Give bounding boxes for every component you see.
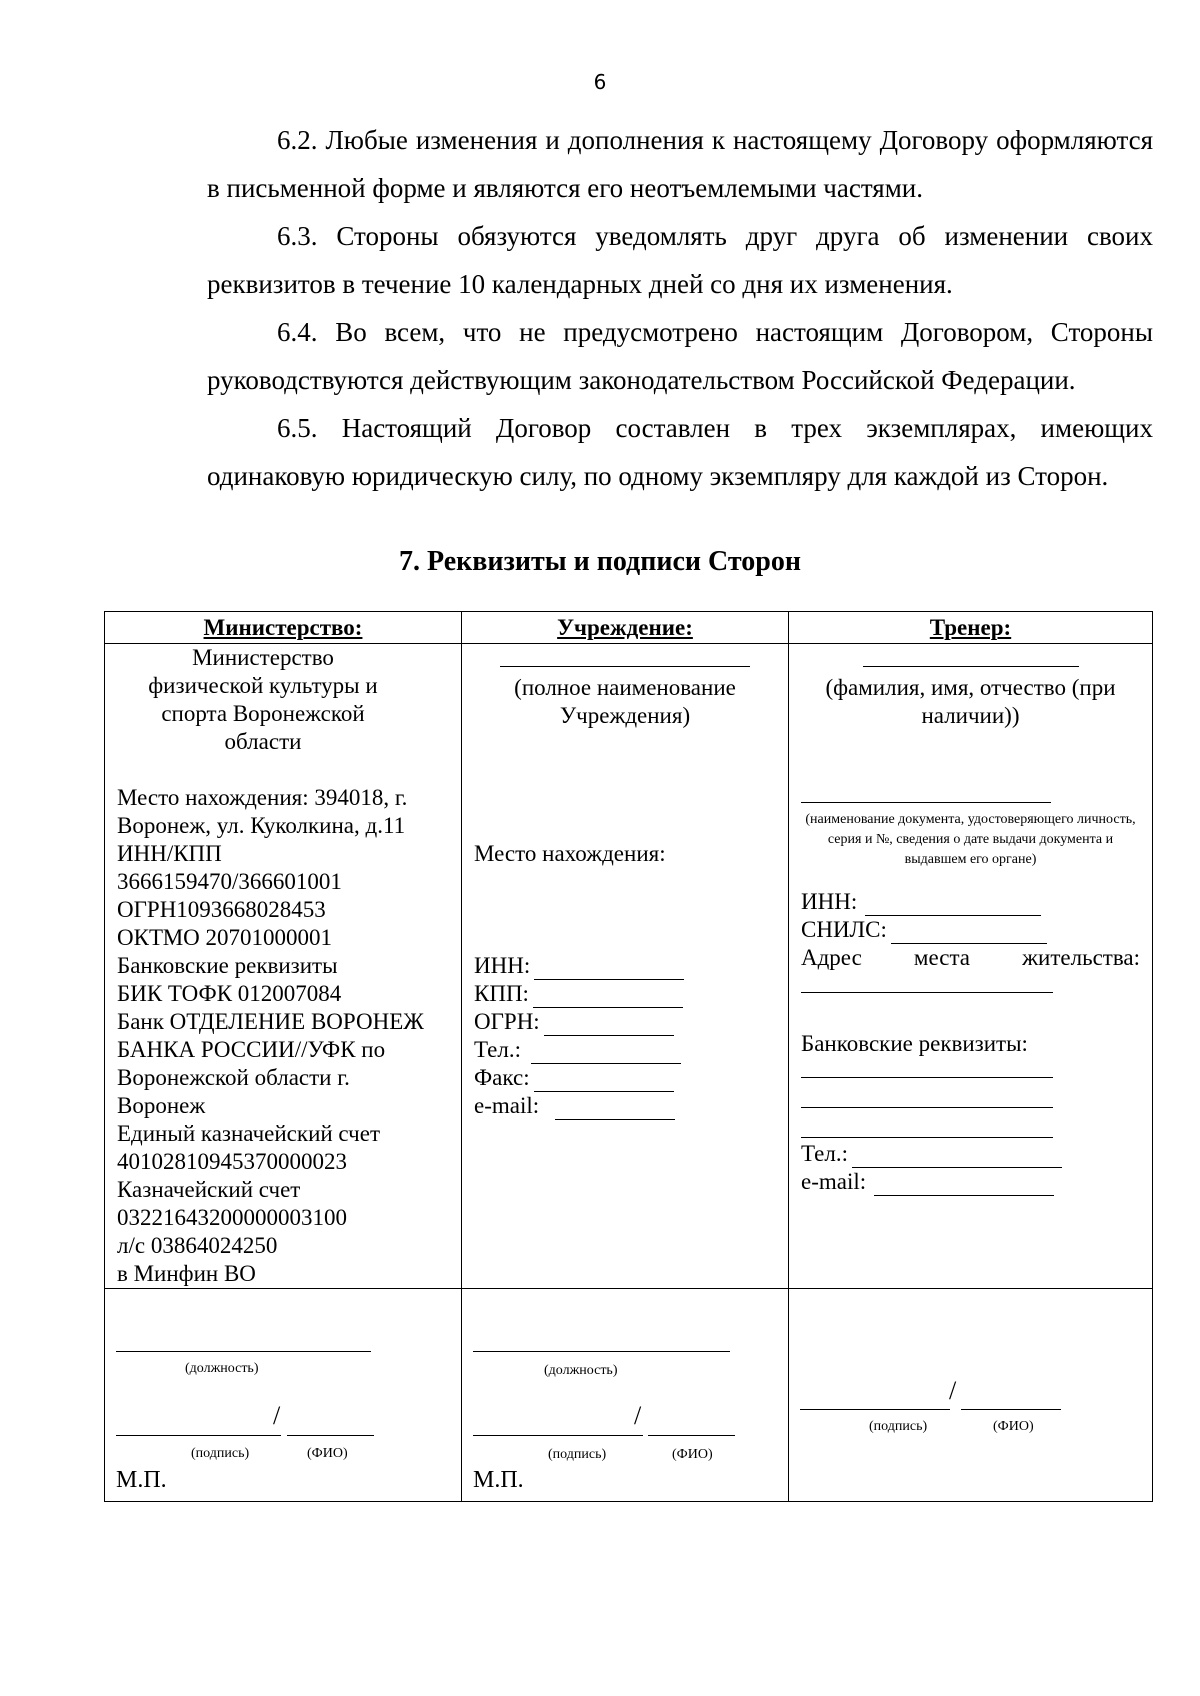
trainer-cell [789,644,1153,1289]
ministry-detail: 3666159470/366601001 [117,869,342,894]
trainer-fio-label: (ФИО) [993,1419,1034,1434]
ministry-sign-label: (подпись) [191,1446,250,1461]
trainer-name-line [863,665,1079,667]
ministry-detail: ОКТМО 20701000001 [117,925,333,950]
institution-slash: / [634,1401,642,1430]
ministry-detail: БИК ТОФК 012007084 [117,981,342,1006]
ministry-detail: 40102810945370000023 [117,1149,347,1174]
ministry-detail: Место нахождения: 394018, г. [117,785,408,810]
institution-name-hint: (полное наименование Учреждения) [514,675,736,728]
ministry-detail: 03221643200000003100 [117,1205,347,1230]
institution-position-label: (должность) [544,1363,618,1378]
trainer-bank-line [801,1076,1053,1078]
institution-field-inn: ИНН: [474,952,776,980]
institution-sign-line [473,1435,643,1436]
header-institution: Учреждение: [462,612,789,644]
ministry-detail: Банковские реквизиты [117,953,338,978]
paragraph-6-3: 6.3. Стороны обязуются уведомлять друг друга об изменении своих реквизитов в течение 10 календарных дней со дня их изменения. [207,221,1153,299]
trainer-field-snils: СНИЛС: [801,916,1140,944]
institution-field-ogrn: ОГРН: [474,1008,776,1036]
trainer-doc-line [801,801,1051,803]
trainer-signature-cell [789,1289,1153,1502]
ministry-detail: ОГРН1093668028453 [117,897,326,922]
institution-name-line [500,665,750,667]
ministry-signature-cell [105,1289,462,1502]
trainer-bank-line [801,1136,1053,1138]
institution-field-tel: Тел.: [474,1036,776,1064]
trainer-sign-label: (подпись) [869,1419,928,1434]
ministry-position-label: (должность) [185,1361,259,1376]
ministry-name-line: области [224,729,302,754]
institution-signature-cell [462,1289,789,1502]
ministry-detail: Воронежской области г. [117,1065,350,1090]
paragraph-6-5: 6.5. Настоящий Договор составлен в трех экземплярах, имеющих одинаковую юридическую силу, по одному экземпляру для каждой из Сторон. [207,413,1153,491]
ministry-sign-line [116,1435,281,1436]
ministry-detail: Казначейский счет [117,1177,301,1202]
requisites-table [104,611,1153,1502]
institution-field-email: e-mail: [474,1092,776,1120]
trainer-name-hint: (фамилия, имя, отчество (при наличии)) [825,675,1116,728]
institution-position-line [473,1351,730,1352]
trainer-bank-line [801,1106,1053,1108]
institution-fio-line [648,1435,735,1436]
trainer-doc-hint: (наименование документа, удостоверяющего личность, серия и №, сведения о дате выдачи документа и выдавшем его органе) [805,812,1136,867]
paragraph-6-4: 6.4. Во всем, что не предусмотрено настоящим Договором, Стороны руководствуются действующим законодательством Российской Федерации. [207,317,1153,395]
trainer-bank-label: Банковские реквизиты: [801,1031,1028,1056]
ministry-detail: Воронеж, ул. Куколкина, д.11 [117,813,406,838]
ministry-stamp: М.П. [116,1467,167,1493]
page-number: 6 [593,70,607,94]
institution-location-label: Место нахождения: [474,841,666,866]
trainer-address-label: Адрес места жительства: [801,945,1140,970]
ministry-cell [105,644,462,1289]
institution-stamp: М.П. [473,1467,524,1493]
header-ministry: Министерство: [105,612,462,644]
ministry-fio-label: (ФИО) [307,1446,348,1461]
trainer-slash: / [949,1376,957,1405]
trainer-field-email: e-mail: [801,1168,1140,1196]
ministry-name-line: физической культуры и [148,673,378,698]
ministry-detail: в Минфин ВО [117,1261,256,1286]
ministry-slash: / [273,1401,281,1430]
institution-sign-label: (подпись) [548,1447,607,1462]
trainer-sign-line [800,1409,950,1410]
ministry-name-line: спорта Воронежской [161,701,365,726]
ministry-detail: Банк ОТДЕЛЕНИЕ ВОРОНЕЖ [117,1009,424,1034]
institution-cell [462,644,789,1289]
ministry-detail: ИНН/КПП [117,841,222,866]
trainer-fio-line [961,1409,1061,1410]
institution-fio-label: (ФИО) [672,1447,713,1462]
institution-field-fax: Факс: [474,1064,776,1092]
ministry-detail: БАНКА РОССИИ//УФК по [117,1037,386,1062]
ministry-name-line: Министерство [192,645,334,670]
ministry-detail: Единый казначейский счет [117,1121,381,1146]
trainer-field-inn: ИНН: [801,888,1140,916]
ministry-detail: л/с 03864024250 [117,1233,278,1258]
ministry-fio-line [287,1435,374,1436]
trainer-field-tel: Тел.: [801,1140,1140,1168]
section-title: 7. Реквизиты и подписи Сторон [399,546,801,577]
ministry-detail: Воронеж [117,1093,206,1118]
ministry-position-line [116,1351,371,1352]
institution-field-kpp: КПП: [474,980,776,1008]
trainer-address-line [801,991,1053,993]
paragraph-6-2: 6.2. Любые изменения и дополнения к настоящему Договору оформляются в письменной форме и являются его неотъемлемыми частями. [207,125,1153,203]
header-trainer: Тренер: [789,612,1153,644]
